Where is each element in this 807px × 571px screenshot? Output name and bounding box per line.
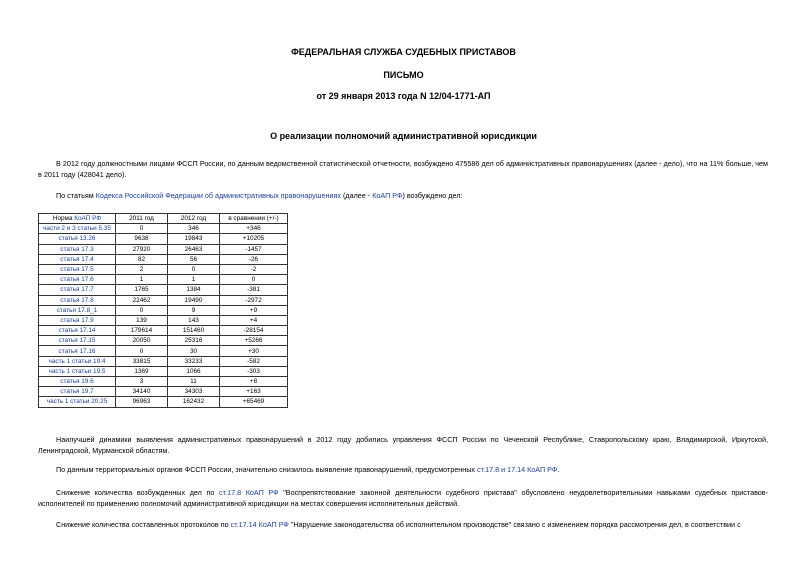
table-row xyxy=(39,305,288,315)
header-diff: в сравнении (+/-) xyxy=(220,214,288,224)
header-2011: 2011 год xyxy=(116,214,168,224)
cell-norm[interactable]: статья 17.14 xyxy=(39,326,116,336)
cell-2012: 34303 xyxy=(168,387,220,397)
cell-diff: 0 xyxy=(220,275,288,285)
header-norm-prefix: Норма xyxy=(52,215,75,223)
cell-2011: 3 xyxy=(116,377,168,387)
paragraph-4 xyxy=(38,465,768,476)
cell-2012: 56 xyxy=(168,254,220,264)
paragraph-2 xyxy=(38,191,768,202)
header-norm xyxy=(39,214,116,224)
table-row xyxy=(39,275,288,285)
cell-2012: 26463 xyxy=(168,244,220,254)
table-row xyxy=(39,224,288,234)
cell-norm[interactable]: статья 17.6 xyxy=(39,275,116,285)
cell-diff: -582 xyxy=(220,356,288,366)
cell-diff: +163 xyxy=(220,387,288,397)
paragraph-6-text-a: Снижение количества составленных протоколов по xyxy=(56,520,231,529)
cell-norm[interactable]: часть 1 статьи 20.25 xyxy=(39,397,116,407)
cell-2012: 33233 xyxy=(168,356,220,366)
table-row xyxy=(39,234,288,244)
paragraph-6-text-b: "Нарушение законодательства об исполнительном производстве" связано с изменением порядка рассмотрения дел, в соответствии с xyxy=(288,520,741,529)
cell-diff: -381 xyxy=(220,285,288,295)
cell-diff: -26 xyxy=(220,254,288,264)
cell-diff: -1457 xyxy=(220,244,288,254)
cell-diff: +65469 xyxy=(220,397,288,407)
cell-diff: +346 xyxy=(220,224,288,234)
table-row xyxy=(39,244,288,254)
cell-2012: 1384 xyxy=(168,285,220,295)
agency-title: ФЕДЕРАЛЬНАЯ СЛУЖБА СУДЕБНЫХ ПРИСТАВОВ xyxy=(291,47,516,57)
cell-2011: 22462 xyxy=(116,295,168,305)
st-17-14-link[interactable]: ст.17.14 КоАП РФ xyxy=(230,520,289,529)
cell-2012: 19490 xyxy=(168,295,220,305)
cell-2011: 1 xyxy=(116,275,168,285)
cell-2012: 151460 xyxy=(168,326,220,336)
cell-2012: 19843 xyxy=(168,234,220,244)
table-row xyxy=(39,366,288,376)
cell-2011: 1765 xyxy=(116,285,168,295)
paragraph-2-text-b: (далее - xyxy=(341,191,373,200)
paragraph-3-text: Наилучшей динамики выявления административных правонарушений в 2012 году добились управления ФССП России по Чеченской Республике, Ставропольскому краю, Владимирской, Иркутской, Ленинградской, Мурманской областям. xyxy=(38,435,768,455)
cell-diff: +30 xyxy=(220,346,288,356)
cell-diff: +5266 xyxy=(220,336,288,346)
cell-2011: 34140 xyxy=(116,387,168,397)
table-row xyxy=(39,377,288,387)
cell-2012: 1066 xyxy=(168,366,220,376)
paragraph-6 xyxy=(38,520,768,531)
cell-2011: 27920 xyxy=(116,244,168,254)
cell-norm[interactable]: статья 17.8_1 xyxy=(39,305,116,315)
cell-norm[interactable]: части 2 и 3 статьи 5.35 xyxy=(39,224,116,234)
table-row xyxy=(39,285,288,295)
cases-table xyxy=(38,213,288,408)
st-17-8-link[interactable]: ст.17.8 КоАП РФ xyxy=(219,488,279,497)
header-norm-link[interactable]: КоАП РФ xyxy=(74,215,102,223)
table-row xyxy=(39,295,288,305)
cell-2011: 2 xyxy=(116,264,168,274)
cell-norm[interactable]: часть 1 статьи 19.5 xyxy=(39,366,116,376)
cell-norm[interactable]: статья 17.7 xyxy=(39,285,116,295)
cell-2012: 25316 xyxy=(168,336,220,346)
paragraph-5-text-b: "Воспрепятствование законной деятельности судебного пристава" обусловлено неудовлетворительными навыками судебных приставов-исполнителей по применению полномочий административной юрисдикции на местах совершения исполнительных действий. xyxy=(38,488,769,508)
cell-2011: 33815 xyxy=(116,356,168,366)
paragraph-3 xyxy=(38,435,768,456)
paragraph-1-text: В 2012 году должностными лицами ФССП России, по данным ведомственной статистической отчетности, возбуждено 475586 дел об административных правонарушениях (далее - дело), что на 11% больше, чем в 2011 году (428041 дело). xyxy=(38,159,768,179)
cell-2012: 346 xyxy=(168,224,220,234)
document-subject: О реализации полномочий административной юрисдикции xyxy=(270,131,537,141)
cell-2012: 1 xyxy=(168,275,220,285)
cell-2011: 82 xyxy=(116,254,168,264)
cell-2012: 162432 xyxy=(168,397,220,407)
paragraph-4-text-b: . xyxy=(557,465,560,474)
table-row xyxy=(39,315,288,325)
cell-diff: +4 xyxy=(220,315,288,325)
cell-diff: +9 xyxy=(220,305,288,315)
cell-diff: +10205 xyxy=(220,234,288,244)
cell-diff: -303 xyxy=(220,366,288,376)
cell-2011: 9638 xyxy=(116,234,168,244)
cell-2011: 0 xyxy=(116,305,168,315)
cell-diff: -2 xyxy=(220,264,288,274)
cell-norm[interactable]: статья 17.8 xyxy=(39,295,116,305)
cell-2011: 139 xyxy=(116,315,168,325)
st-17-8-17-14-link[interactable]: ст.17.8 и 17.14 КоАП РФ xyxy=(477,465,558,474)
cell-norm[interactable]: статья 13.26 xyxy=(39,234,116,244)
cell-2011: 1369 xyxy=(116,366,168,376)
paragraph-2-text-a: По статьям xyxy=(56,191,96,200)
cell-norm[interactable]: статья 17.9 xyxy=(39,315,116,325)
koap-code-link[interactable]: Кодекса Российской Федерации об административных правонарушениях xyxy=(95,191,342,200)
paragraph-1 xyxy=(38,159,768,180)
cell-norm[interactable]: статья 19.6 xyxy=(39,377,116,387)
cell-norm[interactable]: статья 17.5 xyxy=(39,264,116,274)
table-row xyxy=(39,254,288,264)
cell-2012: 9 xyxy=(168,305,220,315)
cell-diff: -28154 xyxy=(220,326,288,336)
paragraph-4-text-a: По данным территориальных органов ФССП России, значительно снизилось выявление правонарушений, предусмотренных xyxy=(56,465,478,474)
cell-2011: 96963 xyxy=(116,397,168,407)
paragraph-5-text-a: Снижение количества возбужденных дел по xyxy=(56,488,220,497)
cell-2012: 11 xyxy=(168,377,220,387)
cell-2011: 20050 xyxy=(116,336,168,346)
table-row xyxy=(39,336,288,346)
table-row xyxy=(39,387,288,397)
paragraph-5 xyxy=(38,488,768,509)
cell-diff: -2972 xyxy=(220,295,288,305)
table-header-row xyxy=(39,214,288,224)
cell-2011: 0 xyxy=(116,346,168,356)
header-2012: 2012 год xyxy=(168,214,220,224)
table-row xyxy=(39,346,288,356)
document-type: ПИСЬМО xyxy=(383,70,424,80)
table-row xyxy=(39,326,288,336)
cell-norm[interactable]: статья 17.3 xyxy=(39,244,116,254)
cell-2012: 0 xyxy=(168,264,220,274)
cell-norm[interactable]: статья 17.15 xyxy=(39,336,116,346)
table-row xyxy=(39,397,288,407)
cell-2012: 143 xyxy=(168,315,220,325)
koap-abbrev-link[interactable]: КоАП РФ xyxy=(372,191,403,200)
cell-norm[interactable]: статья 17.4 xyxy=(39,254,116,264)
cell-diff: +8 xyxy=(220,377,288,387)
document-date-number: от 29 января 2013 года N 12/04-1771-АП xyxy=(316,91,491,101)
paragraph-2-text-c: ) возбуждено дел: xyxy=(402,191,463,200)
cell-2011: 0 xyxy=(116,224,168,234)
table-row xyxy=(39,356,288,366)
cell-norm[interactable]: статья 19.7 xyxy=(39,387,116,397)
cell-norm[interactable]: статья 17.16 xyxy=(39,346,116,356)
table-row xyxy=(39,264,288,274)
cell-norm[interactable]: часть 1 статьи 19.4 xyxy=(39,356,116,366)
cell-2011: 179614 xyxy=(116,326,168,336)
cell-2012: 30 xyxy=(168,346,220,356)
